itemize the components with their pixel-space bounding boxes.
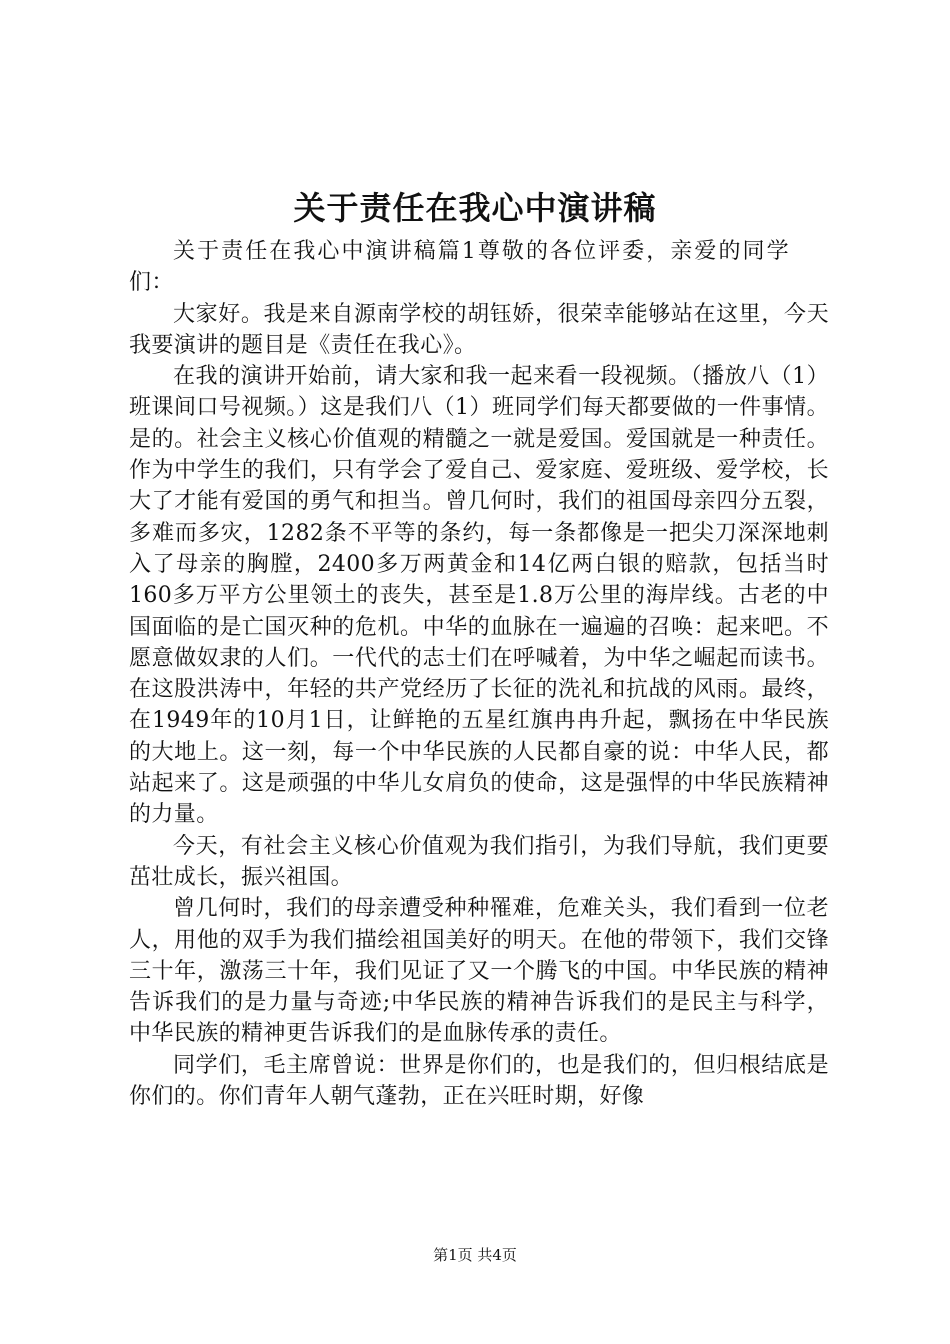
document-body — [129, 236, 829, 1112]
paragraph-greeting: 关于责任在我心中演讲稿篇1尊敬的各位评委，亲爱的同学们： — [129, 239, 789, 296]
paragraph-leader: 曾几何时，我们的母亲遭受种种罹难，危难关头，我们看到一位老人，用他的双手为我们描绘祖国美好的明天。在他的带领下，我们交锋三十年，激荡三十年，我们见证了又一个腾飞的中国。中华民族的精神告诉我们的是力量与奇迹;中华民族的精神告诉我们的是民主与科学，中华民族的精神更告诉我们的是血脉传承的责任。 — [129, 896, 829, 1047]
page-number-footer: 第1页 共4页 — [433, 1246, 517, 1264]
paragraph-intro: 大家好。我是来自源南学校的胡钰娇，很荣幸能够站在这里，今天我要演讲的题目是《责任在我心》。 — [129, 301, 829, 358]
paragraph-today: 今天，有社会主义核心价值观为我们指引，为我们导航，我们更要茁壮成长，振兴祖国。 — [129, 833, 829, 890]
paragraph-quote: 同学们，毛主席曾说：世界是你们的，也是我们的，但归根结底是你们的。你们青年人朝气蓬勃，正在兴旺时期，好像 — [129, 1052, 829, 1110]
paragraph-history: 在我的演讲开始前，请大家和我一起来看一段视频。（播放八（1）班课间口号视频。）这是我们八（1）班同学们每天都要做的一件事情。是的。社会主义核心价值观的精髓之一就是爱国。爱国就是一种责任。作为中学生的我们，只有学会了爱自己、爱家庭、爱班级、爱学校，长大了才能有爱国的勇气和担当。曾几何时，我们的祖国母亲四分五裂，多难而多灾，1282条不平等的条约，每一条都像是一把尖刀深深地刺入了母亲的胸膛，2400多万两黄金和14亿两白银的赔款，包括当时160多万平方公里领土的丧失，甚至是1.8万公里的海岸线。古老的中国面临的是亡国灭种的危机。中华的血脉在一遍遍的召唤：起来吧。不愿意做奴隶的人们。一代代的志士们在呼喊着，为中华之崛起而读书。在这股洪涛中，年轻的共产党经历了长征的洗礼和抗战的风雨。最终，在1949年的10月1日，让鲜艳的五星红旗冉冉升起，飘扬在中华民族的大地上。这一刻，每一个中华民族的人民都自豪的说：中华人民，都站起来了。这是顽强的中华儿女肩负的使命，这是强悍的中华民族精神的力量。 — [129, 364, 829, 828]
document-title: 关于责任在我心中演讲稿 — [293, 189, 657, 227]
